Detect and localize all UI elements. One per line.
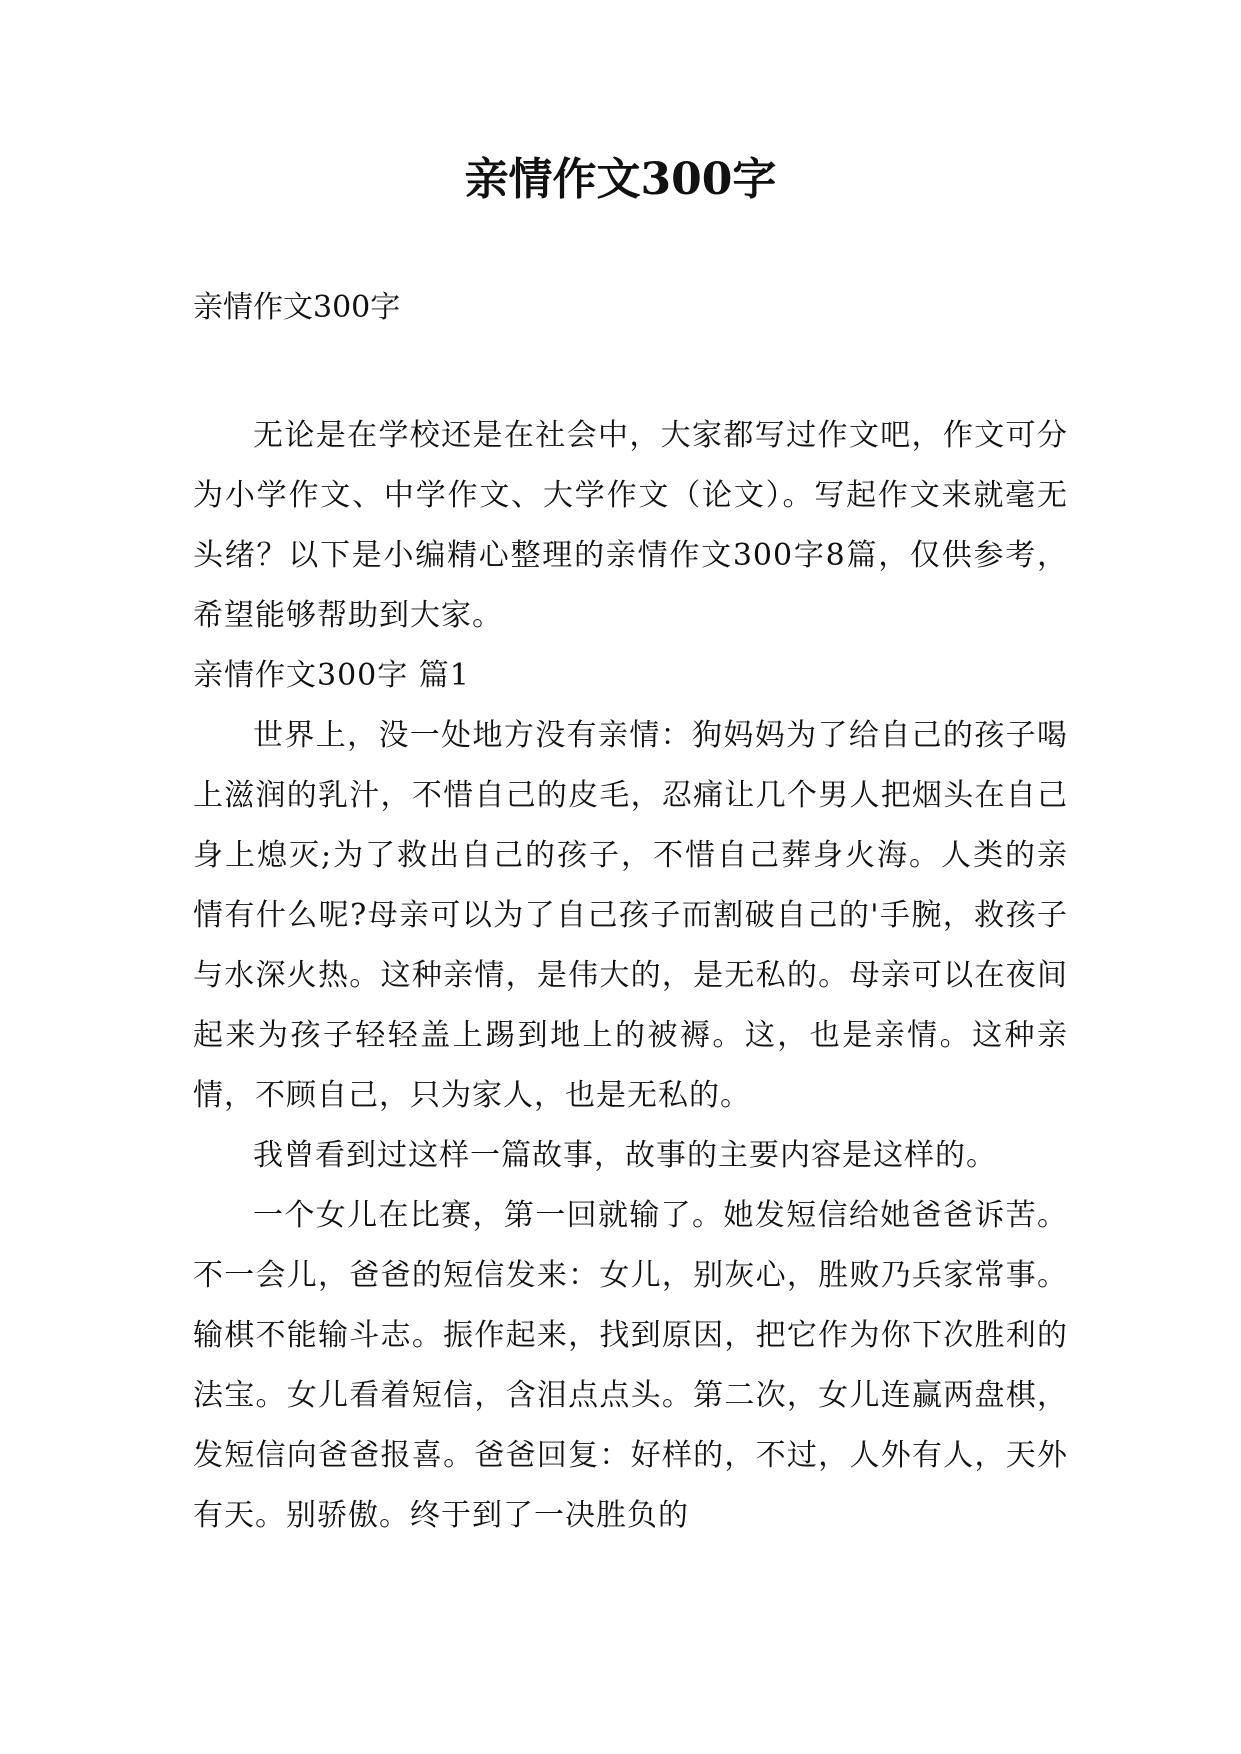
body-paragraph: 世界上，没一处地方没有亲情：狗妈妈为了给自己的孩子喝上滋润的乳汁，不惜自己的皮毛，忍痛让几个男人把烟头在自己身上熄灭;为了救出自己的孩子，不惜自己葬身火海。人类的亲情有什么呢?母亲可以为了自己孩子而割破自己的'手腕，救孩子与水深火热。这种亲情，是伟大的，是无私的。母亲可以在夜间起来为孩子轻轻盖上踢到地上的被褥。这，也是亲情。这种亲情，不顾自己，只为家人，也是无私的。 [193,718,1068,1113]
section-heading: 亲情作文300字 篇1 [193,658,470,693]
intro-paragraph: 无论是在学校还是在社会中，大家都写过作文吧，作文可分为小学作文、中学作文、大学作文（论文）。写起作文来就毫无头绪？以下是小编精心整理的亲情作文300字8篇，仅供参考，希望能够帮助到大家。 [193,418,1068,633]
document-body [193,288,1068,1546]
document-title: 亲情作文300字 [464,154,777,205]
document-subtitle: 亲情作文300字 [193,290,401,325]
body-paragraph: 我曾看到过这样一篇故事，故事的主要内容是这样的。 [253,1138,997,1173]
body-paragraph: 一个女儿在比赛，第一回就输了。她发短信给她爸爸诉苦。不一会儿，爸爸的短信发来：女儿，别灰心，胜败乃兵家常事。输棋不能输斗志。振作起来，找到原因，把它作为你下次胜利的法宝。女儿看着短信，含泪点点头。第二次，女儿连赢两盘棋，发短信向爸爸报喜。爸爸回复：好样的，不过，人外有人，天外有天。别骄傲。终于到了一决胜负的 [193,1198,1068,1533]
